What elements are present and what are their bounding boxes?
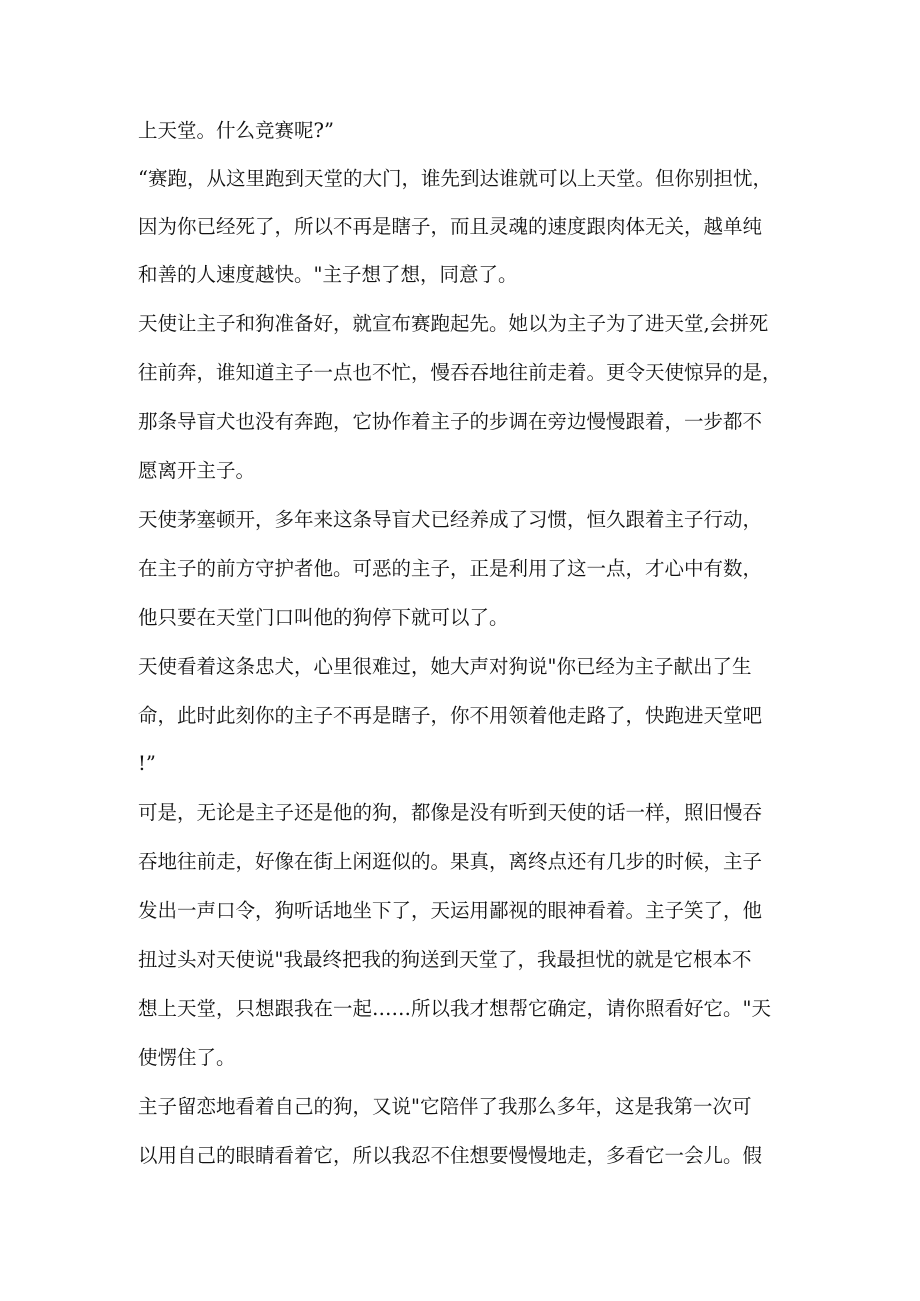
text-line: !” <box>138 752 156 775</box>
text-line: 往前奔，谁知道主子一点也不忙，慢吞吞地往前走着。更令天使惊异的是， <box>138 361 782 384</box>
text-line: “赛跑，从这里跑到天堂的大门，谁先到达谁就可以上天堂。但你别担忧， <box>138 167 772 190</box>
text-line: 想上天堂，只想跟我在一起……所以我才想帮它确定，请你照看好它。"天 <box>138 997 771 1020</box>
text-line: 主子留恋地看着自己的狗，又说"它陪伴了我那么多年，这是我第一次可 <box>138 1095 752 1118</box>
text-line: 发出一声口令，狗听话地坐下了，天运用鄙视的眼神看着。主子笑了，他 <box>138 899 763 922</box>
text-line: 那条导盲犬也没有奔跑，它协作着主子的步调在旁边慢慢跟着，一步都不 <box>138 410 763 433</box>
text-line: 和善的人速度越快。"主子想了想，同意了。 <box>138 263 518 286</box>
text-line: 命，此时此刻你的主子不再是瞎子，你不用领着他走路了，快跑进天堂吧 <box>138 704 763 727</box>
text-line: 在主子的前方守护者他。可恶的主子，正是利用了这一点，才心中有数， <box>138 557 763 580</box>
text-line: 使愣住了。 <box>138 1046 236 1069</box>
text-line: 天使让主子和狗准备好，就宣布赛跑起先。她以为主子为了进天堂,会拼死 <box>138 312 769 335</box>
text-line: 吞地往前走，好像在街上闲逛似的。果真，离终点还有几步的时候，主子 <box>138 850 763 873</box>
text-line: 他只要在天堂门口叫他的狗停下就可以了。 <box>138 606 509 629</box>
text-line: 以用自己的眼睛看着它，所以我忍不住想要慢慢地走，多看它一会儿。假 <box>138 1144 763 1167</box>
text-line: 可是，无论是主子还是他的狗，都像是没有听到天使的话一样，照旧慢吞 <box>138 801 763 824</box>
text-line: 天使茅塞顿开，多年来这条导盲犬已经养成了习惯，恒久跟着主子行动， <box>138 508 763 531</box>
text-line: 天使看着这条忠犬，心里很难过，她大声对狗说"你已经为主子献出了生 <box>138 655 752 678</box>
text-line: 扭过头对天使说"我最终把我的狗送到天堂了，我最担忧的就是它根本不 <box>138 948 752 971</box>
text-line: 上天堂。什么竞赛呢?” <box>138 119 334 142</box>
text-line: 愿离开主子。 <box>138 459 256 482</box>
text-line: 因为你已经死了，所以不再是瞎子，而且灵魂的速度跟肉体无关，越单纯 <box>138 215 763 238</box>
